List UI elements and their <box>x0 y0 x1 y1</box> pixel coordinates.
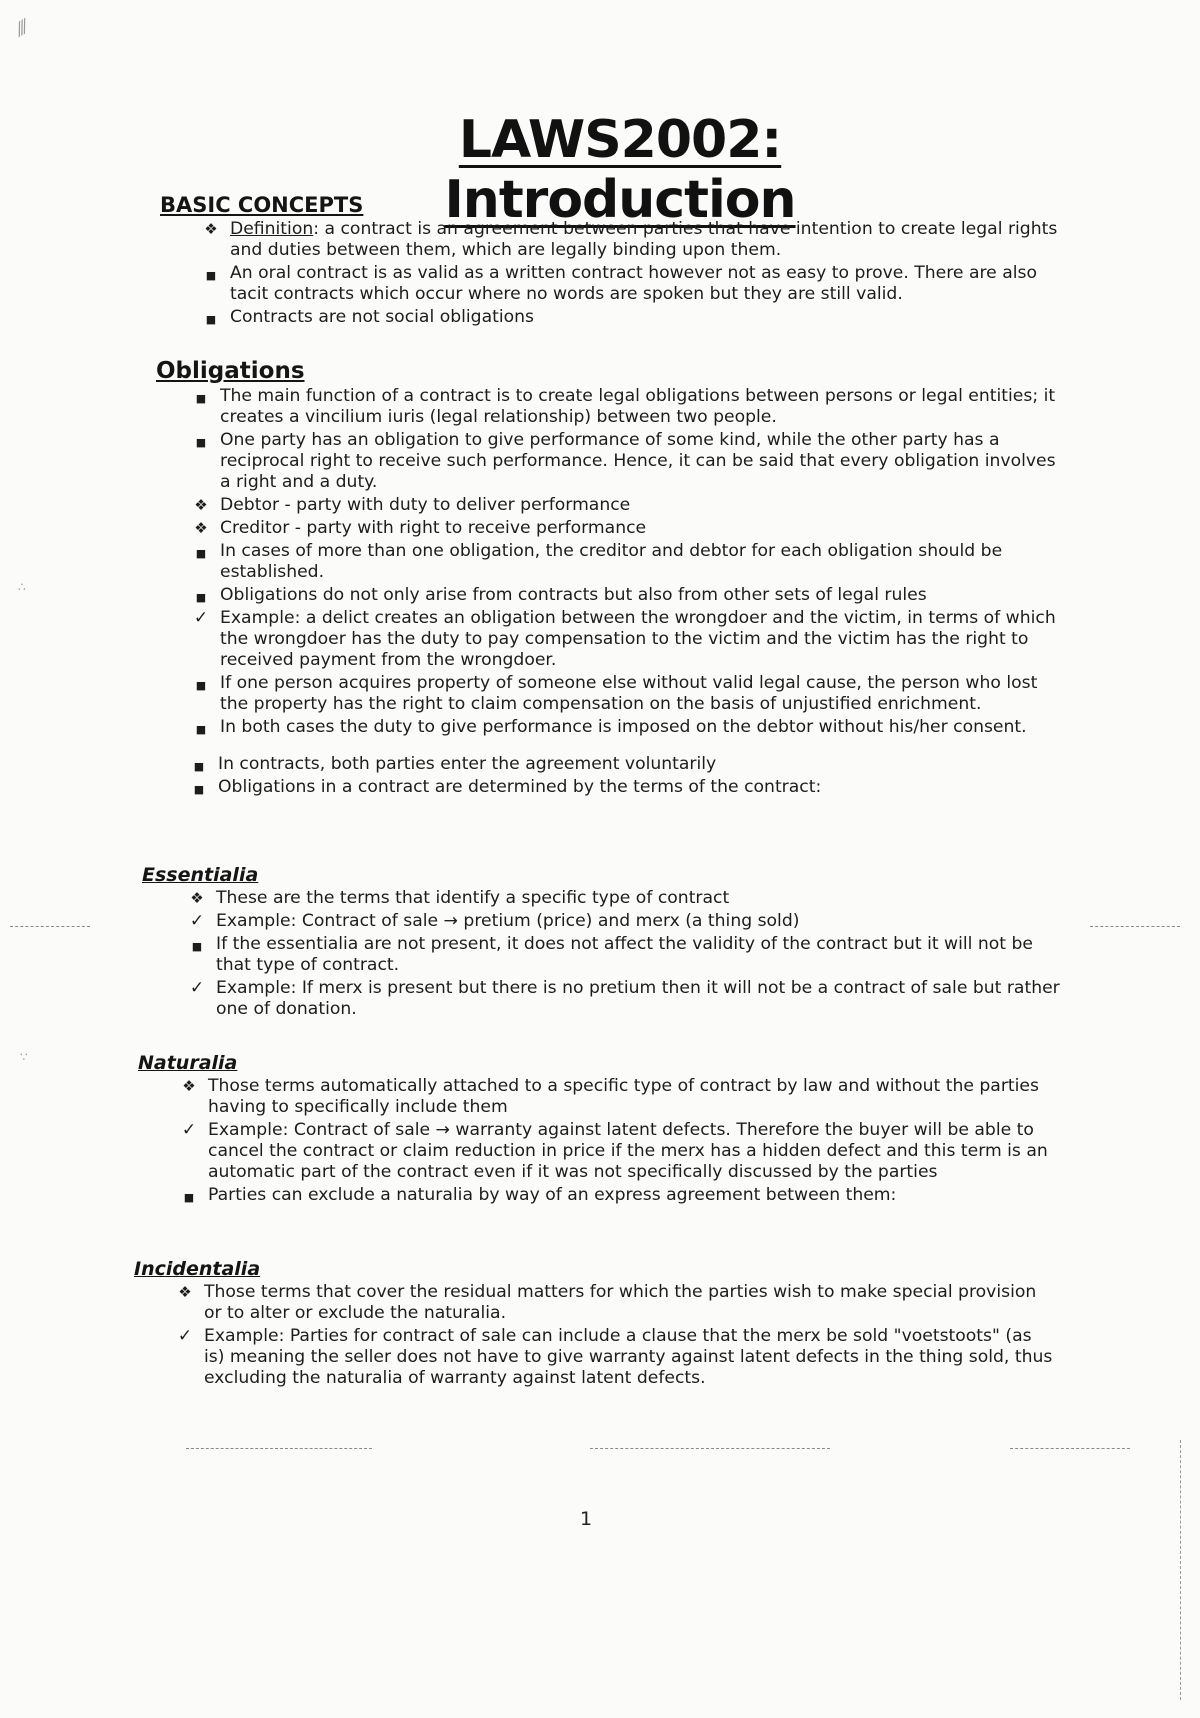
scan-edge-line <box>1090 926 1180 927</box>
item-text: Those terms that cover the residual matters for which the parties wish to make special provision or to alter or exclude the naturalia. <box>204 1282 1037 1323</box>
item-text: Contracts are not social obligations <box>230 307 534 327</box>
square-bullet-icon: ■ <box>195 436 207 449</box>
item-text: In contracts, both parties enter the agreement voluntarily <box>218 754 717 774</box>
item-text: Obligations do not only arise from contracts but also from other sets of legal rules <box>220 585 927 605</box>
item-text: Obligations in a contract are determined by the terms of the contract: <box>218 777 822 797</box>
square-bullet-icon: ■ <box>183 1191 195 1204</box>
square-bullet-icon: ■ <box>191 940 203 953</box>
list-item <box>186 541 1056 583</box>
item-text: Debtor - party with duty to deliver performance <box>220 495 631 515</box>
diamond-bullet-icon: ❖ <box>194 496 208 514</box>
list-item <box>186 495 1056 516</box>
diamond-bullet-icon: ❖ <box>178 1283 192 1301</box>
section-heading: Incidentalia <box>134 1258 261 1280</box>
item-text: Parties can exclude a naturalia by way of an express agreement between them: <box>208 1185 897 1205</box>
item-text: In cases of more than one obligation, the creditor and debtor for each obligation should be established. <box>220 541 1003 582</box>
list-item <box>186 430 1056 493</box>
list-item <box>196 307 1080 328</box>
check-bullet-icon: ✓ <box>189 911 205 931</box>
section-obligations <box>156 358 1056 800</box>
list-item <box>174 1185 1058 1206</box>
item-text: Example: If merx is present but there is no pretium then it will not be a contract of sale but rather one of donation. <box>216 978 1060 1019</box>
list-item <box>186 518 1056 539</box>
list-item <box>186 717 1056 738</box>
section-heading: BASIC CONCEPTS <box>160 193 364 217</box>
list-item <box>186 673 1056 715</box>
diamond-bullet-icon: ❖ <box>194 519 208 537</box>
scan-artifact-mark: ∵ <box>20 1050 28 1064</box>
check-bullet-icon: ✓ <box>177 1326 193 1346</box>
list-item <box>182 934 1062 976</box>
item-text: Example: a delict creates an obligation between the wrongdoer and the victim, in terms of which the wrongdoer has the duty to pay compensation to the victim and the victim has the right to received payment from the wrongdoer. <box>220 608 1056 670</box>
square-bullet-icon: ■ <box>205 269 217 282</box>
list-item <box>186 585 1056 606</box>
list-item <box>182 911 1062 932</box>
page-title: LAWS2002: Introduction <box>444 110 796 230</box>
section-heading: Obligations <box>156 358 305 384</box>
item-text: Example: Parties for contract of sale can include a clause that the merx be sold "voetstoots" (as is) meaning the seller does not have to give warranty against latent defects in the thing sold, thus excluding the naturalia of warranty against latent defects. <box>204 1326 1053 1388</box>
section-heading: Essentialia <box>142 864 259 886</box>
square-bullet-icon: ■ <box>195 392 207 405</box>
footer-divider <box>1010 1448 1130 1449</box>
scan-artifact-mark: ∴ <box>18 580 26 594</box>
list-item <box>196 219 1080 261</box>
item-text: The main function of a contract is to create legal obligations between persons or legal entities; it creates a vincilium iuris (legal relationship) between two people. <box>220 386 1056 427</box>
square-bullet-icon: ■ <box>193 760 205 773</box>
section-naturalia <box>138 1052 1058 1208</box>
square-bullet-icon: ■ <box>195 723 207 736</box>
list-item <box>182 888 1062 909</box>
item-text: One party has an obligation to give performance of some kind, while the other party has a reciprocal right to receive such performance. Hence, it can be said that every obligation involves a right and a duty. <box>220 430 1056 492</box>
scan-edge-line <box>1180 1440 1181 1700</box>
section-incidentalia <box>134 1258 1054 1391</box>
item-text: Creditor - party with right to receive performance <box>220 518 647 538</box>
item-text: If the essentialia are not present, it does not affect the validity of the contract but it will not be that type of contract. <box>216 934 1033 975</box>
square-bullet-icon: ■ <box>195 591 207 604</box>
check-bullet-icon: ✓ <box>181 1120 197 1140</box>
check-bullet-icon: ✓ <box>193 608 209 628</box>
footer-divider <box>186 1448 372 1449</box>
check-bullet-icon: ✓ <box>189 978 205 998</box>
list-item <box>174 1076 1058 1118</box>
list-item <box>170 1282 1054 1324</box>
definition-label: Definition <box>230 219 314 239</box>
list-item <box>184 777 1056 798</box>
item-text: Example: Contract of sale → warranty against latent defects. Therefore the buyer will be able to cancel the contract or claim reduction in price if the merx has a hidden defect and this term is an automatic part of the contract even if it was not specifically discussed by the parties <box>208 1120 1048 1182</box>
square-bullet-icon: ■ <box>195 547 207 560</box>
page-number: 1 <box>580 1508 593 1530</box>
section-basic-concepts <box>160 193 1080 330</box>
list-item <box>182 978 1062 1020</box>
item-text: An oral contract is as valid as a written contract however not as easy to prove. There are also tacit contracts which occur where no words are spoken but they are still valid. <box>230 263 1037 304</box>
diamond-bullet-icon: ❖ <box>190 889 204 907</box>
list-item <box>174 1120 1058 1183</box>
list-item <box>184 754 1056 775</box>
scan-edge-line <box>10 926 90 927</box>
square-bullet-icon: ■ <box>193 783 205 796</box>
square-bullet-icon: ■ <box>205 313 217 326</box>
section-essentialia <box>142 864 1062 1022</box>
list-item <box>186 386 1056 428</box>
square-bullet-icon: ■ <box>195 679 207 692</box>
list-item <box>186 608 1056 671</box>
diamond-bullet-icon: ❖ <box>204 220 218 238</box>
scan-artifact-mark: ⁄⁄⁄ <box>13 17 32 40</box>
footer-divider <box>590 1448 830 1449</box>
item-text: Those terms automatically attached to a specific type of contract by law and without the parties having to specifically include them <box>208 1076 1039 1117</box>
item-text: If one person acquires property of someone else without valid legal cause, the person who lost the property has the right to claim compensation on the basis of unjustified enrichment. <box>220 673 1038 714</box>
diamond-bullet-icon: ❖ <box>182 1077 196 1095</box>
list-item <box>170 1326 1054 1389</box>
item-text: In both cases the duty to give performance is imposed on the debtor without his/her consent. <box>220 717 1027 737</box>
item-text: : a contract is an agreement between parties that have intention to create legal rights and duties between them, which are legally binding upon them. <box>230 219 1058 260</box>
section-heading: Naturalia <box>138 1052 238 1074</box>
list-item <box>196 263 1080 305</box>
item-text: Example: Contract of sale → pretium (price) and merx (a thing sold) <box>216 911 800 931</box>
item-text: These are the terms that identify a specific type of contract <box>216 888 730 908</box>
